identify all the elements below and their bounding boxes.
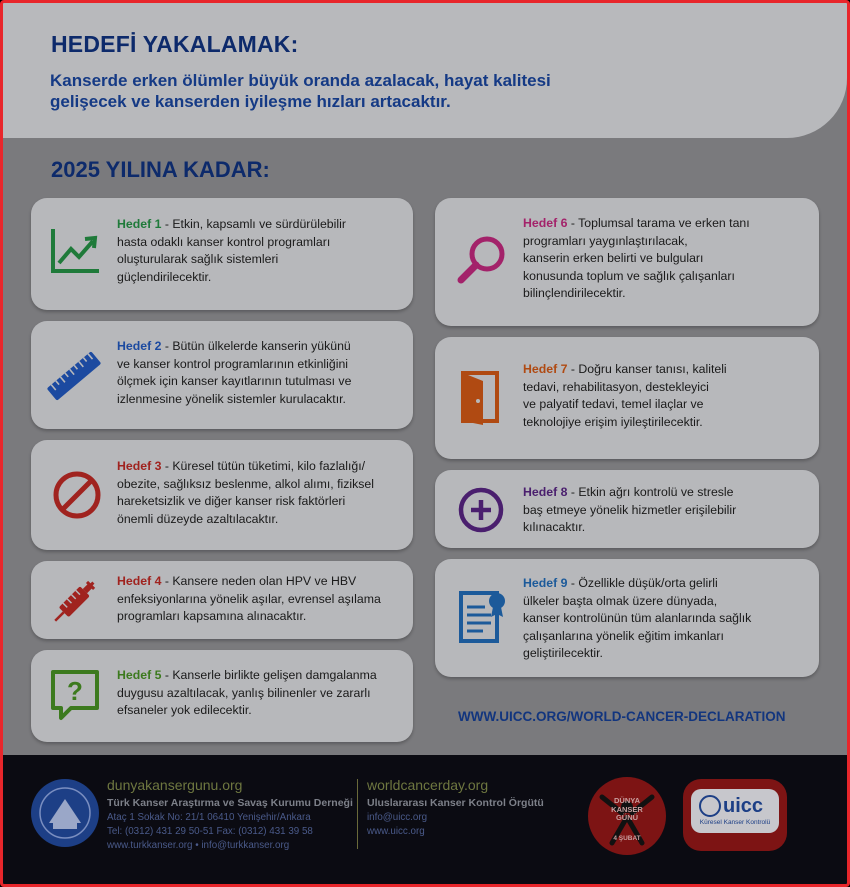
- chart-growth-icon: [47, 223, 103, 279]
- footer-phone: Tel: (0312) 431 29 50-51 Fax: (0312) 431 39 58: [107, 826, 313, 837]
- footer-email-right[interactable]: info@uicc.org: [367, 812, 428, 823]
- globe-icon: [699, 795, 721, 817]
- footer-org-left: Türk Kanser Araştırma ve Savaş Kurumu Derneği: [107, 797, 353, 809]
- certificate-icon: [453, 587, 513, 647]
- target-label-3: Hedef 3: [117, 459, 162, 473]
- prohibited-icon: [49, 467, 105, 523]
- section-subtitle: 2025 YILINA KADAR:: [51, 157, 270, 182]
- turk-kanser-logo: [29, 777, 101, 849]
- footer-site-right[interactable]: worldcancerday.org: [367, 777, 489, 793]
- target-text-5: Hedef 5 - Kanserle birlikte gelişen damgalanma duygusu azaltılacak, yanlış bilinenler ve zararlı efsaneler yok edilecektir.: [117, 668, 377, 717]
- footer-address: Ataç 1 Sokak No: 21/1 06410 Yenişehir/Ankara: [107, 812, 311, 823]
- target-card-2: [31, 321, 413, 429]
- target-label-4: Hedef 4: [117, 574, 162, 588]
- plus-circle-icon: [453, 482, 509, 538]
- question-bubble-icon: [47, 666, 103, 722]
- target-card-6: [435, 198, 819, 326]
- target-label-8: Hedef 8: [523, 485, 568, 499]
- footer-org-right: Uluslararası Kanser Kontrol Örgütü: [367, 797, 544, 809]
- target-text-1: Hedef 1 - Etkin, kapsamlı ve sürdürülebilir hasta odaklı kanser kontrol programları oluşturularak sağlık sistemleri güçlendirilecektir.: [117, 217, 346, 284]
- target-label-2: Hedef 2: [117, 339, 162, 353]
- world-cancer-day-logo: DÜNYA KANSER GÜNÜ 4 ŞUBAT: [588, 777, 666, 855]
- target-text-2: Hedef 2 - Bütün ülkelerde kanserin yükünü ve kanser kontrol programlarının etkinliğini ölçmek için kanser kayıtlarının tutulması ve izlenmesine yönelik sistemler kurulacaktır.: [117, 339, 352, 406]
- page-title: HEDEFİ YAKALAMAK:: [51, 31, 299, 57]
- uicc-logo: uicc Küresel Kanser Kontrolü: [683, 779, 787, 851]
- target-card-3: [31, 440, 413, 550]
- target-label-5: Hedef 5: [117, 668, 162, 682]
- footer-site-left[interactable]: dunyakansergunu.org: [107, 777, 243, 793]
- magnifier-icon: [455, 232, 511, 288]
- target-label-6: Hedef 6: [523, 216, 568, 230]
- footer-web-left[interactable]: www.turkkanser.org • info@turkkanser.org: [107, 840, 290, 851]
- ruler-icon: [43, 345, 105, 407]
- target-card-1: [31, 198, 413, 310]
- target-card-7: [435, 337, 819, 459]
- target-text-9: Hedef 9 - Özellikle düşük/orta gelirli ülkeler başta olmak üzere dünyada, kanser kontrolünün tüm alanlarında sağlık çalışanlarına yönelik eğitim imkanları geliştirilecektir.: [523, 576, 752, 660]
- door-icon: [453, 369, 509, 425]
- target-label-1: Hedef 1: [117, 217, 162, 231]
- target-label-9: Hedef 9: [523, 576, 568, 590]
- target-card-9: [435, 559, 819, 677]
- footer-web-right[interactable]: www.uicc.org: [367, 826, 425, 837]
- goal-text: Kanserde erken ölümler büyük oranda azalacak, hayat kalitesi gelişecek ve kanserden iyileşme hızları artacaktır.: [50, 71, 551, 111]
- declaration-link[interactable]: WWW.UICC.ORG/WORLD-CANCER-DECLARATION: [458, 709, 786, 724]
- target-card-8: [435, 470, 819, 548]
- target-card-5: [31, 650, 413, 742]
- target-text-3: Hedef 3 - Küresel tütün tüketimi, kilo fazlalığı/ obezite, sağlıksız beslenme, alkol alımı, fiziksel hareketsizlik ve diğer kanser risk faktörleri önemli düzeyde azaltılacaktır.: [117, 459, 374, 526]
- footer-divider: [357, 779, 358, 849]
- syringe-icon: [45, 571, 105, 631]
- target-text-7: Hedef 7 - Doğru kanser tanısı, kaliteli tedavi, rehabilitasyon, destekleyici ve palyatif tedavi, temel ilaçlar ve teknolojiye erişim iyileştirilecektir.: [523, 362, 727, 429]
- target-label-7: Hedef 7: [523, 362, 568, 376]
- target-text-8: Hedef 8 - Etkin ağrı kontrolü ve stresle baş etmeye yönelik hizmetler erişilebilir kılınacaktır.: [523, 485, 737, 534]
- target-card-4: [31, 561, 413, 639]
- target-text-4: Hedef 4 - Kansere neden olan HPV ve HBV enfeksiyonlarına yönelik aşılar, evrensel aşılama programları kapsamına alınacaktır.: [117, 574, 381, 623]
- target-text-6: Hedef 6 - Toplumsal tarama ve erken tanı programları yaygınlaştırılacak, kanserin erken belirti ve bulguları konusunda toplum ve sağlık çalışanları bilinçlendirilecektir.: [523, 216, 750, 300]
- footer: [3, 755, 847, 887]
- svg-text:?: ?: [67, 676, 83, 706]
